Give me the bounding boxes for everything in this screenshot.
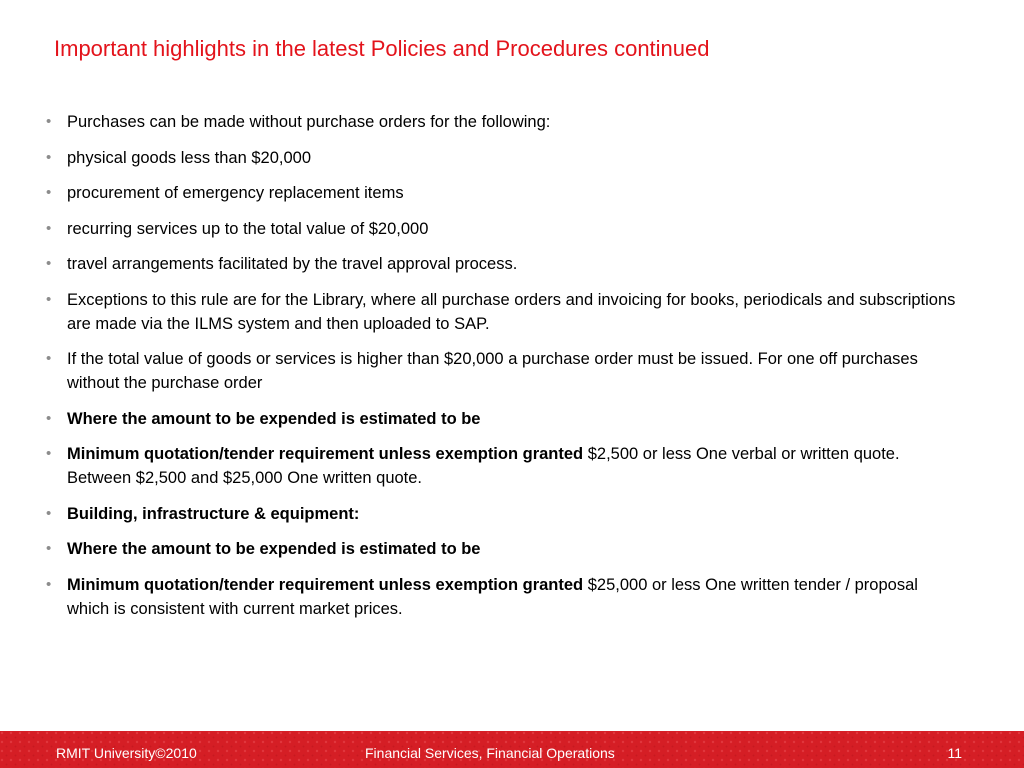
bullet-item	[46, 181, 956, 205]
bullet-icon: •	[46, 113, 52, 130]
bullet-text: procurement of emergency replacement items	[67, 184, 404, 202]
bullet-bold-text: Building, infrastructure & equipment:	[67, 504, 360, 523]
bullet-item	[46, 442, 956, 490]
bullet-icon: •	[46, 184, 52, 201]
bullet-item	[46, 252, 956, 276]
bullet-item	[46, 407, 956, 431]
bullet-icon: •	[46, 219, 52, 237]
bullet-text: If the total value of goods or services is higher than $20,000 a purchase order must be issued. For one off purchases without the purchase order	[67, 350, 918, 392]
bullet-icon: •	[46, 504, 52, 522]
bullet-item	[46, 146, 956, 170]
bullet-icon: •	[46, 290, 52, 308]
bullet-bold-text: Where the amount to be expended is estimated to be	[67, 409, 481, 428]
page-number: 11	[947, 745, 962, 761]
bullet-icon: •	[46, 409, 52, 427]
slide-title: Important highlights in the latest Policies and Procedures continued	[54, 36, 710, 61]
bullet-item	[46, 537, 956, 561]
bullet-bold-text: Where the amount to be expended is estimated to be	[67, 540, 481, 558]
bullet-icon: •	[46, 350, 52, 367]
bullet-text: recurring services up to the total value of $20,000	[67, 219, 429, 238]
bullet-icon: •	[46, 575, 52, 593]
bullet-icon: •	[46, 445, 52, 462]
footer-department: Financial Services, Financial Operations	[365, 745, 615, 761]
bullet-text: physical goods less than $20,000	[67, 148, 312, 167]
bullet-list	[46, 110, 956, 632]
bullet-item	[46, 502, 956, 526]
bullet-text: $2,500 or less One verbal or written quote. Between $2,500 and $25,000 One written quote.	[67, 445, 900, 487]
footer-bar	[0, 731, 1024, 768]
bullet-bold-text: Minimum quotation/tender requirement unless exemption granted	[67, 445, 584, 463]
bullet-item	[46, 110, 956, 134]
bullet-text: Purchases can be made without purchase orders for the following:	[67, 113, 551, 131]
bullet-text: $25,000 or less One written tender / proposal which is consistent with current market prices.	[67, 575, 918, 618]
bullet-item	[46, 217, 956, 241]
bullet-icon: •	[46, 540, 52, 557]
bullet-icon: •	[46, 255, 52, 272]
bullet-item	[46, 347, 956, 395]
bullet-icon: •	[46, 148, 52, 166]
bullet-bold-text: Minimum quotation/tender requirement unless exemption granted	[67, 575, 584, 594]
bullet-item	[46, 573, 956, 621]
bullet-text: travel arrangements facilitated by the travel approval process.	[67, 255, 518, 273]
bullet-text: Exceptions to this rule are for the Library, where all purchase orders and invoicing for books, periodicals and subscriptions are made via the ILMS system and then uploaded to SAP.	[67, 290, 956, 333]
footer-copyright: RMIT University©2010	[56, 745, 197, 761]
bullet-item	[46, 288, 956, 336]
